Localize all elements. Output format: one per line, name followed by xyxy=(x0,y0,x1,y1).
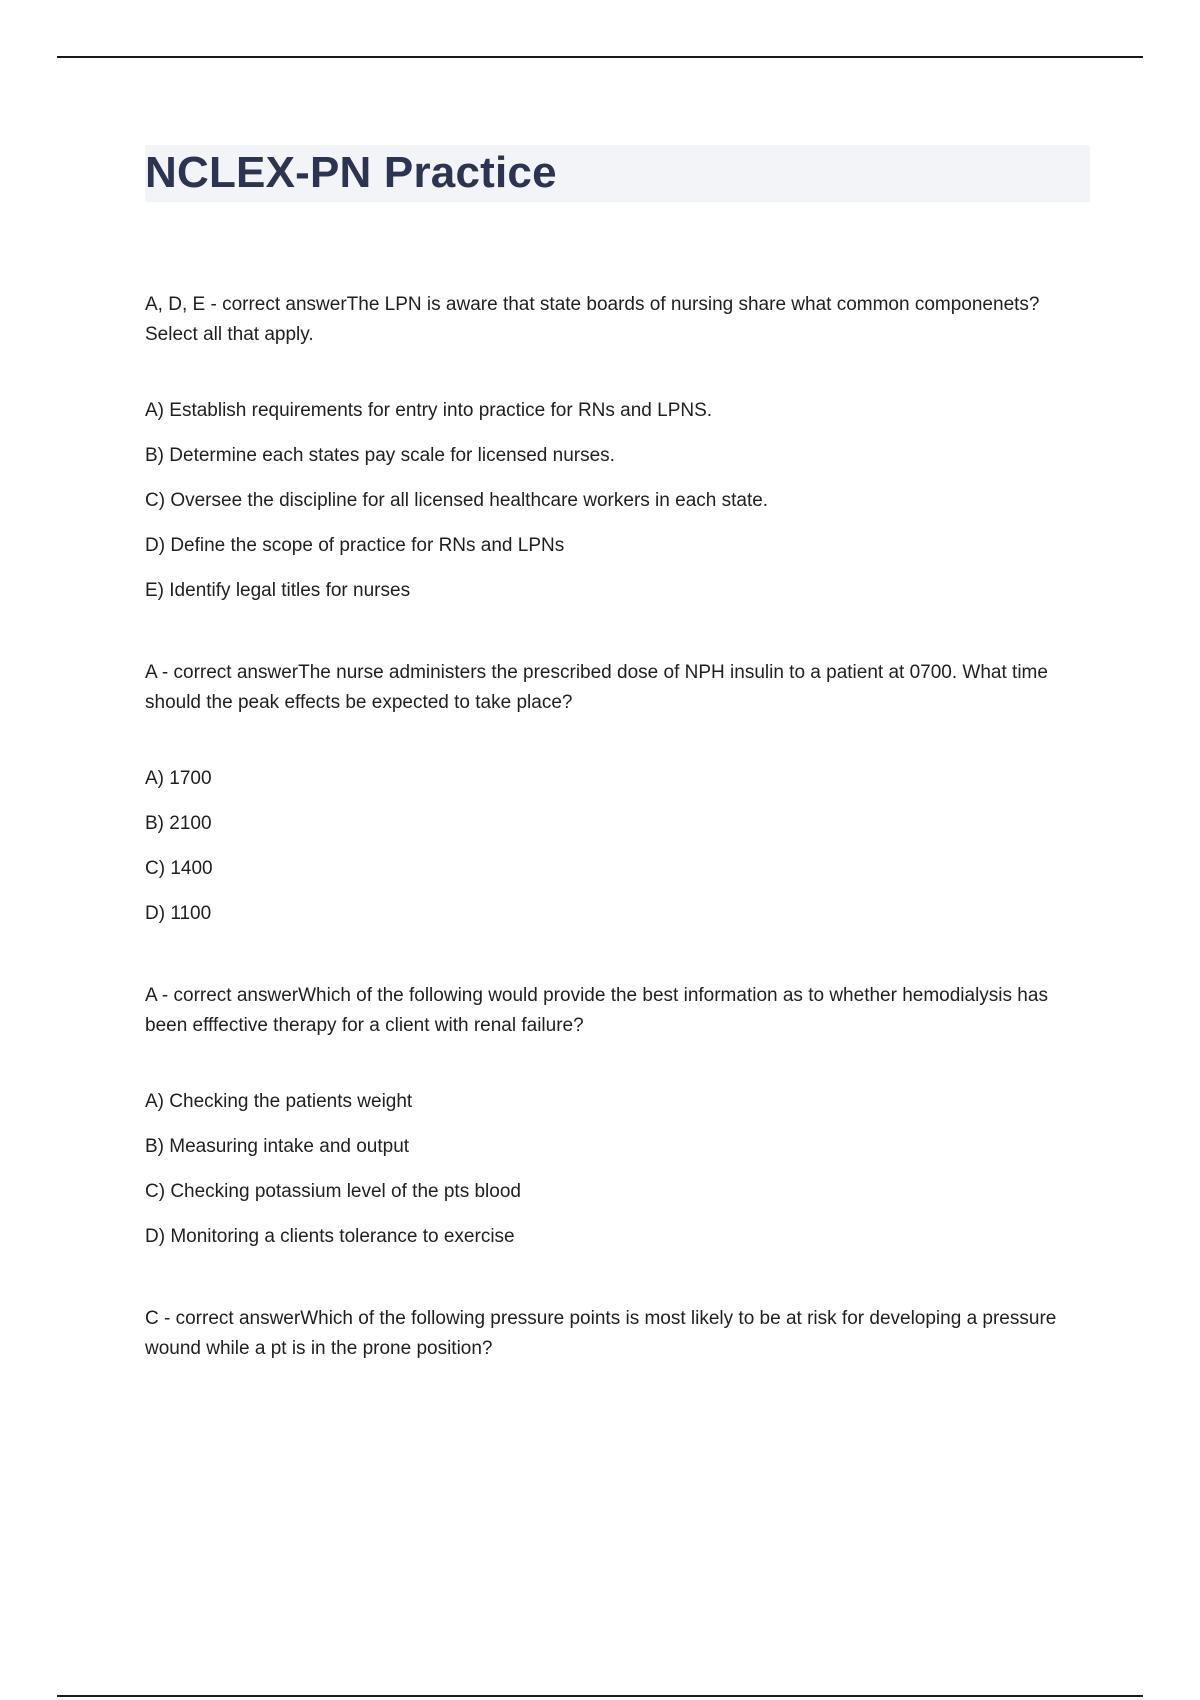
answer-option: B) Measuring intake and output xyxy=(145,1136,410,1157)
question-text: C - correct answerWhich of the following pressure points is most likely to be at risk for developing a pressure wound while a pt is in the prone position? xyxy=(145,1308,1057,1359)
page-title: NCLEX-PN Practice xyxy=(145,148,557,197)
answer-options xyxy=(145,764,1090,929)
top-rule xyxy=(57,56,1143,58)
answer-option: E) Identify legal titles for nurses xyxy=(145,580,411,601)
answer-option: B) 2100 xyxy=(145,813,212,834)
question-block-2 xyxy=(145,658,1090,929)
answer-option: A) Establish requirements for entry into practice for RNs and LPNS. xyxy=(145,400,713,421)
answer-option: C) Checking potassium level of the pts blood xyxy=(145,1181,521,1202)
question-text: A - correct answerThe nurse administers the prescribed dose of NPH insulin to a patient at 0700. What time should the peak effects be expected to take place? xyxy=(145,662,1048,713)
answer-options xyxy=(145,396,1090,606)
answer-option: A) 1700 xyxy=(145,768,212,789)
question-text: A - correct answerWhich of the following would provide the best information as to whether hemodialysis has been efffective therapy for a client with renal failure? xyxy=(145,985,1048,1036)
bottom-rule xyxy=(57,1695,1143,1697)
answer-option: B) Determine each states pay scale for licensed nurses. xyxy=(145,445,615,466)
question-list xyxy=(145,290,1090,1364)
question-block-3 xyxy=(145,981,1090,1252)
answer-option: D) Define the scope of practice for RNs and LPNs xyxy=(145,535,565,556)
answer-option: C) Oversee the discipline for all licensed healthcare workers in each state. xyxy=(145,490,769,511)
answer-option: D) 1100 xyxy=(145,903,212,924)
question-block-4 xyxy=(145,1304,1090,1364)
answer-option: A) Checking the patients weight xyxy=(145,1091,413,1112)
answer-option: C) 1400 xyxy=(145,858,213,879)
answer-options xyxy=(145,1087,1090,1252)
question-block-1 xyxy=(145,290,1090,606)
answer-option: D) Monitoring a clients tolerance to exercise xyxy=(145,1226,515,1247)
question-text: A, D, E - correct answerThe LPN is aware that state boards of nursing share what common componenets? Select all that apply. xyxy=(145,294,1040,345)
